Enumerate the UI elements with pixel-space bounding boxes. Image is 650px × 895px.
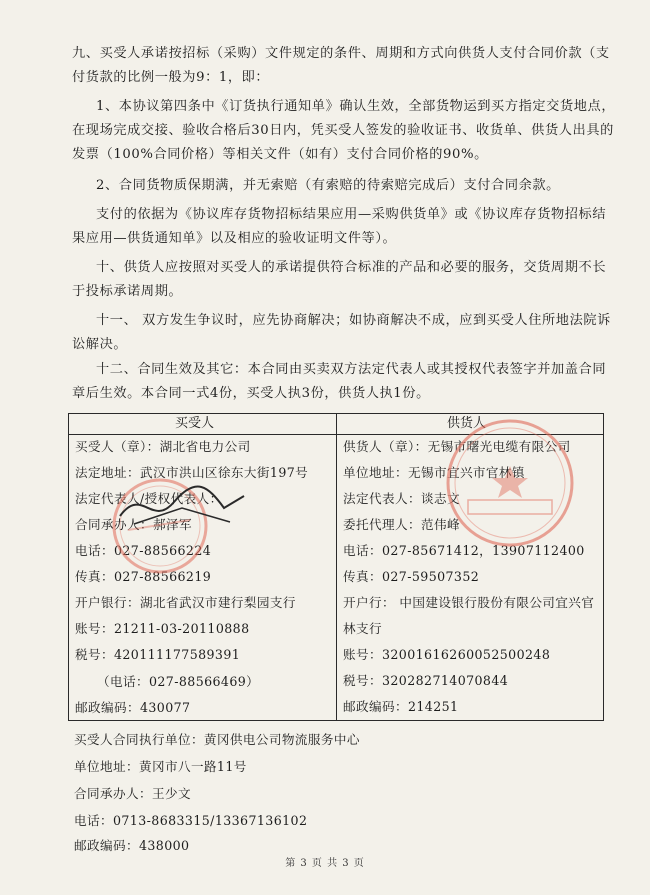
payment-basis-line-2: 果应用—供货通知单》以及相应的验收证明文件等）。 [72, 231, 397, 246]
supplier-account: 账号：32001616260052500248 [343, 647, 551, 662]
clause-11-line-1: 十一、 双方发生争议时，应先协商解决；如协商解决不成，应到买受人住所地法院诉 [96, 313, 611, 328]
buyer-bank: 开户银行：湖北省武汉市建行梨园支行 [75, 595, 296, 610]
executor-contact: 合同承办人：王少文 [74, 786, 191, 801]
clause-11 [72, 309, 612, 357]
clause-9-2 [72, 174, 612, 198]
supplier-bank-cont: 林支行 [343, 621, 382, 636]
clause-9-1 [72, 95, 616, 167]
executor-address: 单位地址：黄冈市八一路11号 [74, 759, 247, 774]
supplier-name: 供货人（章）：无锡市曙光电缆有限公司 [343, 439, 571, 454]
clause-9 [72, 42, 612, 90]
supplier-bank: 开户行： 中国建设银行股份有限公司宜兴官 [343, 595, 595, 610]
clause-10-line-2: 于投标承诺周期。 [72, 284, 183, 299]
buyer-header: 买受人 [175, 416, 215, 431]
clause-10 [72, 256, 612, 304]
clause-9-2-line-1: 2、合同货物质保期满，并无索赔（有索赔的待索赔完成后）支付合同余款。 [96, 178, 560, 193]
clause-12-line-2: 章后生效。本合同一式4份，买受人执3份，供货人执1份。 [72, 386, 430, 401]
clause-10-line-1: 十、供货人应按照对买受人的承诺提供符合标准的产品和必要的服务，交货周期不长 [96, 260, 607, 275]
buyer-account: 账号：21211-03-20110888 [75, 621, 250, 636]
buyer-address: 法定地址：武汉市洪山区徐东大街197号 [75, 465, 309, 480]
executor-phone: 电话：0713-8683315/13367136102 [74, 813, 308, 828]
supplier-phone: 电话：027-85671412，13907112400 [343, 543, 585, 558]
clause-12-line-1: 十二、合同生效及其它：本合同由买卖双方法定代表人或其授权代表签字并加盖合同 [96, 362, 607, 377]
clause-9-1-line-1: 1、本协议第四条中《订货执行通知单》确认生效，全部货物运到买方指定交货地点， [96, 99, 616, 114]
page-number: 第 3 页 共 3 页 [285, 858, 365, 869]
signature-table [68, 413, 604, 721]
clause-9-1-line-2: 在现场完成交接、验收合格后30日内，凭买受人签发的验收证书、收货单、供货人出具的 [72, 123, 614, 138]
buyer-extra-phone: （电话：027-88566469） [97, 674, 260, 689]
payment-basis-line-1: 支付的依据为《协议库存货物招标结果应用—采购供货单》或《协议库存货物招标结 [96, 207, 607, 222]
supplier-fax: 传真：027-59507352 [343, 569, 480, 584]
executor-unit: 买受人合同执行单位：黄冈供电公司物流服务中心 [74, 732, 360, 747]
supplier-agent: 委托代理人：范伟峰 [343, 517, 460, 532]
clause-9-1-line-3: 发票（100%合同价格）等相关文件（如有）支付合同价格的90%。 [72, 147, 488, 162]
buyer-contact: 合同承办人：郝泽军 [75, 517, 192, 532]
buyer-tax-id: 税号：420111177589391 [75, 647, 241, 662]
supplier-address: 单位地址：无锡市宜兴市官林镇 [343, 465, 525, 480]
supplier-postcode: 邮政编码：214251 [343, 699, 459, 714]
buyer-legal-rep: 法定代表人/授权代表人： [75, 491, 223, 506]
clause-12 [72, 358, 612, 406]
buyer-name: 买受人（章）：湖北省电力公司 [75, 439, 251, 454]
buyer-fax: 传真：027-88566219 [75, 569, 212, 584]
payment-basis [72, 203, 612, 251]
supplier-tax-id: 税号：320282714070844 [343, 673, 509, 688]
buyer-phone: 电话：027-88566224 [75, 543, 212, 558]
clause-9-line-2: 付货款的比例一般为9：1，即： [72, 70, 270, 85]
clause-11-line-2: 讼解决。 [72, 337, 128, 352]
buyer-postcode: 邮政编码：430077 [75, 700, 191, 715]
supplier-legal-rep: 法定代表人：谈志文 [343, 491, 460, 506]
clause-9-line-1: 九、买受人承诺按招标（采购）文件规定的条件、周期和方式向供货人支付合同价款（支 [72, 46, 610, 61]
signature-table-divider [336, 414, 337, 720]
supplier-header: 供货人 [447, 416, 487, 431]
executor-postcode: 邮政编码：438000 [74, 838, 190, 853]
